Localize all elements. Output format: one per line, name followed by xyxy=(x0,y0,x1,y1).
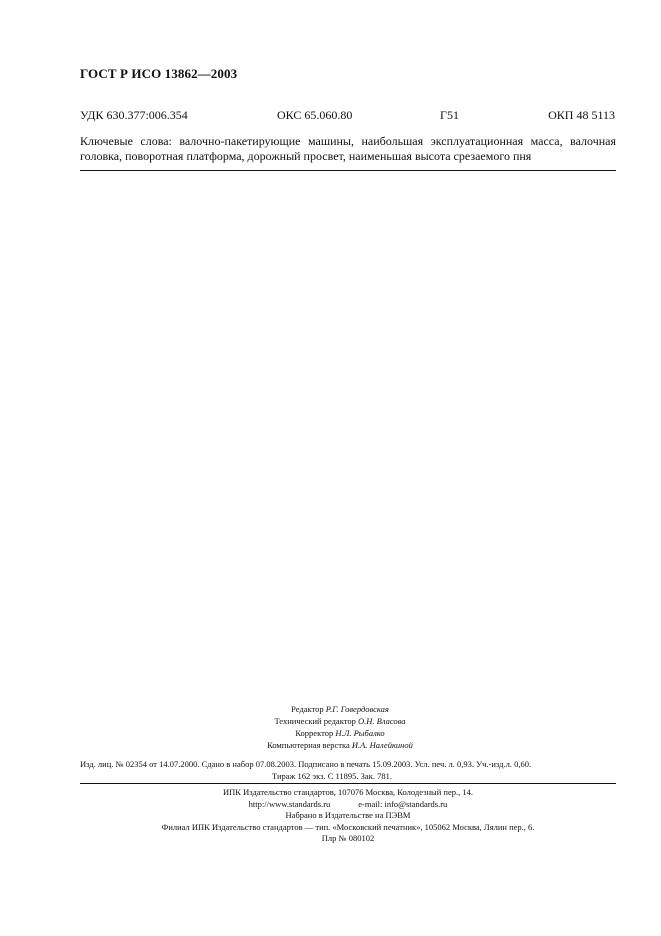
print-run-line: Тираж 162 экз. С 11895. Зак. 781. xyxy=(272,771,392,781)
credit-tech-editor xyxy=(130,715,550,727)
print-info-line: Изд. лиц. № 02354 от 14.07.2000. Сдано в набор 07.08.2003. Подписано в печать 15.09.2003. Усл. печ. л. 0,93. Уч.-изд.л. 0,60. xyxy=(80,759,532,769)
typeset-line: Набрано в Издательстве на ПЭВМ xyxy=(285,810,411,820)
email-link[interactable]: e-mail: info@standards.ru xyxy=(358,798,448,809)
imprint-block xyxy=(80,787,616,845)
credit-proofreader xyxy=(130,727,550,739)
credit-role: Корректор xyxy=(295,728,334,738)
keywords-paragraph: Ключевые слова: валочно-пакетирующие машины, наибольшая эксплуатационная масса, валочная головка, поворотная платформа, дорожный просвет, наименьшая высота срезаемого пня xyxy=(80,134,616,163)
credit-layout xyxy=(130,739,550,751)
credit-name: И.А. Налейкиной xyxy=(351,740,413,750)
divider-top xyxy=(80,170,616,171)
branch-line: Филиал ИПК Издательство стандартов — тип. «Московский печатник», 105062 Москва, Лялин пер., 6. xyxy=(161,821,535,832)
credit-name: Р.Г. Говердовская xyxy=(325,704,389,714)
udk-code: УДК 630.377:006.354 xyxy=(80,108,188,122)
document-title: ГОСТ Р ИСО 13862—2003 xyxy=(80,66,238,81)
credit-name: О.Н. Власова xyxy=(357,716,406,726)
credit-role: Технический редактор xyxy=(274,716,356,726)
plr-line: Плр № 080102 xyxy=(321,833,375,843)
okp-code: ОКП 48 5113 xyxy=(548,108,615,122)
divider-imprint xyxy=(80,783,616,784)
credits-block xyxy=(130,703,550,751)
group-code: Г51 xyxy=(440,108,459,122)
website-link[interactable]: http://www.standards.ru xyxy=(248,798,331,809)
publisher-line: ИПК Издательство стандартов, 107076 Москва, Колодезный пер., 14. xyxy=(223,787,473,797)
credit-role: Компьютерная верстка xyxy=(267,740,350,750)
oks-code: ОКС 65.060.80 xyxy=(277,108,353,122)
credit-role: Редактор xyxy=(291,704,324,714)
credit-name: Н.Л. Рыбалко xyxy=(335,728,385,738)
credit-editor xyxy=(130,703,550,715)
print-info-block xyxy=(80,758,616,782)
contact-line xyxy=(80,799,616,811)
